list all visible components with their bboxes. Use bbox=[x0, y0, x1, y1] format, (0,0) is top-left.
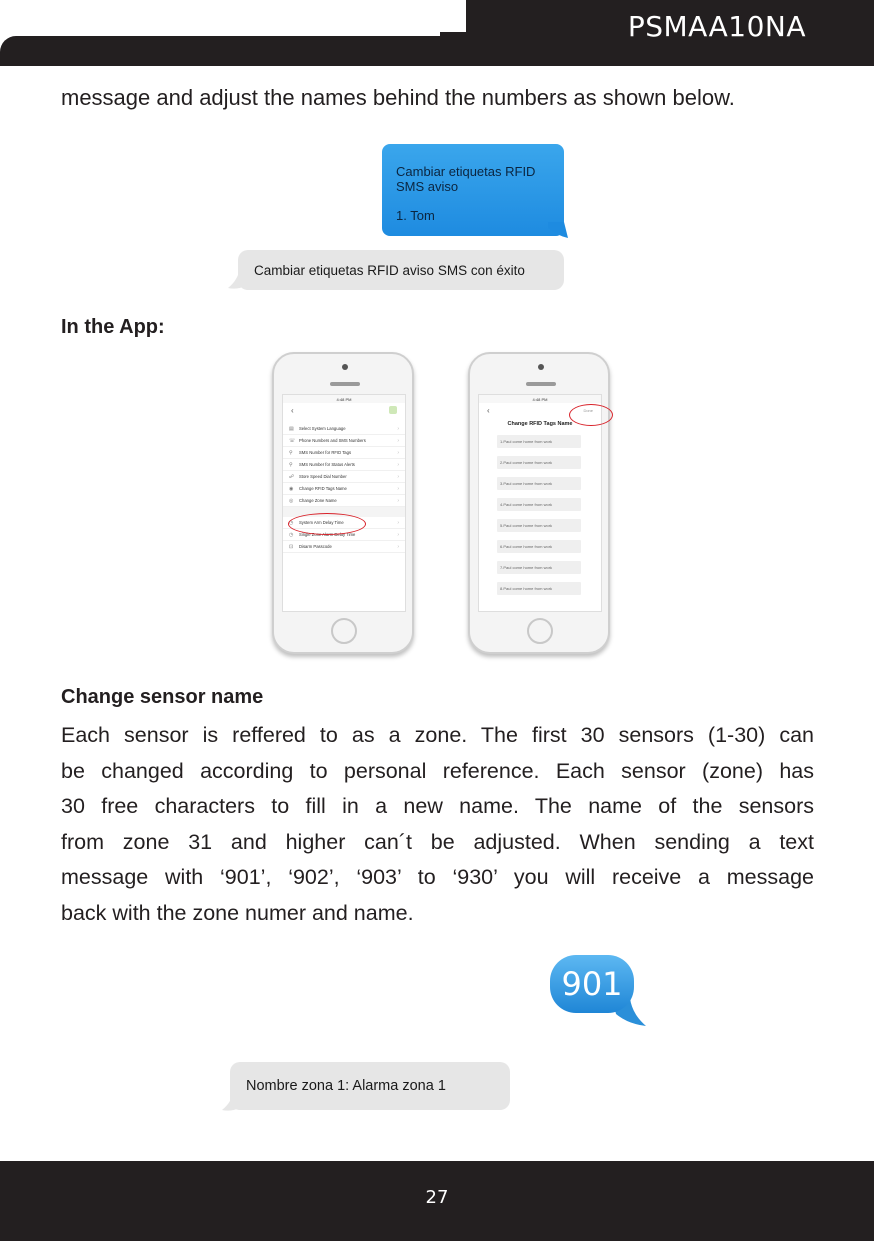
lock-icon: ⊡ bbox=[289, 543, 294, 550]
nav-bar bbox=[283, 403, 405, 417]
back-icon[interactable]: ‹ bbox=[487, 405, 490, 415]
clock-icon: ◷ bbox=[289, 519, 294, 526]
phone-home-button bbox=[331, 618, 357, 644]
sms-reply-2-bubble bbox=[230, 1062, 510, 1110]
phone-camera bbox=[342, 364, 348, 370]
phone-screen bbox=[478, 394, 602, 612]
chevron-right-icon: › bbox=[397, 437, 399, 444]
language-icon: ▤ bbox=[289, 425, 294, 432]
tag-name-field[interactable]: 8.Paul come home from work bbox=[497, 582, 581, 595]
status-bar: 4:48 PM bbox=[479, 395, 601, 403]
menu-item-rfid-tags-name[interactable]: ◉ Change RFID Tags Name › bbox=[283, 483, 405, 495]
sensor-paragraph bbox=[61, 718, 814, 931]
page-number: 27 bbox=[425, 1187, 449, 1208]
chevron-right-icon: › bbox=[397, 425, 399, 432]
sms-sent-tail bbox=[548, 222, 570, 242]
sms-901-text: 901 bbox=[561, 965, 623, 1003]
phone-screen bbox=[282, 394, 406, 612]
back-icon[interactable]: ‹ bbox=[291, 405, 294, 415]
rfid-icon: ⚲ bbox=[289, 449, 293, 456]
chevron-right-icon: › bbox=[397, 461, 399, 468]
menu-item-zone-name[interactable]: ◎ Change Zone Name › bbox=[283, 495, 405, 507]
header-tab-shape bbox=[0, 36, 470, 66]
paragraph-line: be changed according to personal reference. Each sensor (zone) has bbox=[61, 758, 814, 783]
zone-icon: ◎ bbox=[289, 497, 294, 504]
tag-name-field[interactable]: 7.Paul come home from work bbox=[497, 561, 581, 574]
menu-item-phone-numbers[interactable]: ☏ Phone Numbers and SMS Numbers › bbox=[283, 435, 405, 447]
tag-name-field[interactable]: 1.Paul come home from work bbox=[497, 435, 581, 448]
highlight-ring-menu-item bbox=[288, 513, 366, 535]
paragraph-line: message with ‘901’, ‘902’, ‘903’ to ‘930’ you will receive a message bbox=[61, 865, 814, 889]
chevron-right-icon: › bbox=[397, 519, 399, 526]
phone-camera bbox=[538, 364, 544, 370]
tag-name-field[interactable]: 4.Paul come home from work bbox=[497, 498, 581, 511]
menu-item-language[interactable]: ▤ Select System Language › bbox=[283, 423, 405, 435]
tag-name-field[interactable]: 5.Paul come home from work bbox=[497, 519, 581, 532]
sms-reply-bubble bbox=[238, 250, 564, 290]
paragraph-line: 30 free characters to fill in a new name. The name of the sensors bbox=[61, 794, 814, 818]
chevron-right-icon: › bbox=[397, 543, 399, 550]
menu-item-alarm-delay[interactable]: ◷ Single Zone Alarm Delay Time › bbox=[283, 529, 405, 541]
model-number: PSMAA10NA bbox=[627, 10, 806, 43]
app-heading: In the App: bbox=[61, 316, 165, 338]
status-bar: 4:48 PM bbox=[283, 395, 405, 403]
chevron-right-icon: › bbox=[397, 473, 399, 480]
page-footer bbox=[0, 1161, 874, 1241]
phone-icon: ☏ bbox=[289, 437, 296, 444]
clock-icon: ◷ bbox=[289, 531, 294, 538]
tag-icon: ◉ bbox=[289, 485, 294, 492]
alert-icon: ⚲ bbox=[289, 461, 293, 468]
paragraph-line: from zone 31 and higher can´t be adjusted. When sending a text bbox=[61, 829, 814, 854]
intro-line: message and adjust the names behind the numbers as shown below. bbox=[61, 85, 735, 110]
tag-name-field[interactable]: 3.Paul come home from work bbox=[497, 477, 581, 490]
paragraph-line: back with the zone numer and name. bbox=[61, 900, 414, 925]
paragraph-line: Each sensor is reffered to as a zone. The first 30 sensors (1-30) can bbox=[61, 723, 814, 747]
phone-home-button bbox=[527, 618, 553, 644]
phone-rfid-tags-screen bbox=[468, 352, 610, 654]
chevron-right-icon: › bbox=[397, 485, 399, 492]
screen-title: Change RFID Tags Name bbox=[507, 421, 573, 427]
menu-item-disarm-passcode[interactable]: ⊡ Disarm Passcode › bbox=[283, 541, 405, 553]
phone-speaker bbox=[526, 382, 556, 386]
tag-name-field[interactable]: 6.Paul come home from work bbox=[497, 540, 581, 553]
sms-reply-text: Cambiar etiquetas RFID aviso SMS con éxito bbox=[254, 262, 525, 278]
phone-settings-menu bbox=[272, 352, 414, 654]
menu-item-arm-delay[interactable]: ◷ System Arm Delay Time › bbox=[283, 517, 405, 529]
highlight-ring-done bbox=[569, 404, 613, 426]
sms-901-bubble bbox=[550, 955, 634, 1013]
page-header bbox=[0, 0, 874, 66]
sms-reply-2-text: Nombre zona 1: Alarma zona 1 bbox=[246, 1078, 446, 1094]
sms-sent-line-3: 1. Tom bbox=[396, 208, 435, 223]
menu-item-speed-dial[interactable]: ☍ Store Speed Dial Number › bbox=[283, 471, 405, 483]
sms-sent-bubble bbox=[382, 144, 564, 236]
menu-item-sms-status[interactable]: ⚲ SMS Number for Status Alerts › bbox=[283, 459, 405, 471]
chevron-right-icon: › bbox=[397, 531, 399, 538]
chevron-right-icon: › bbox=[397, 497, 399, 504]
done-button[interactable]: Done bbox=[583, 407, 593, 413]
dial-icon: ☍ bbox=[289, 473, 295, 480]
tag-name-field[interactable]: 2.Paul come home from work bbox=[497, 456, 581, 469]
chevron-right-icon: › bbox=[397, 449, 399, 456]
phone-speaker bbox=[330, 382, 360, 386]
nav-logo-icon bbox=[389, 406, 397, 414]
sms-sent-line-1: Cambiar etiquetas RFID bbox=[396, 164, 536, 179]
menu-item-sms-rfid[interactable]: ⚲ SMS Number for RFID Tags › bbox=[283, 447, 405, 459]
sms-sent-line-2: SMS aviso bbox=[396, 179, 459, 194]
sensor-heading: Change sensor name bbox=[61, 686, 264, 708]
